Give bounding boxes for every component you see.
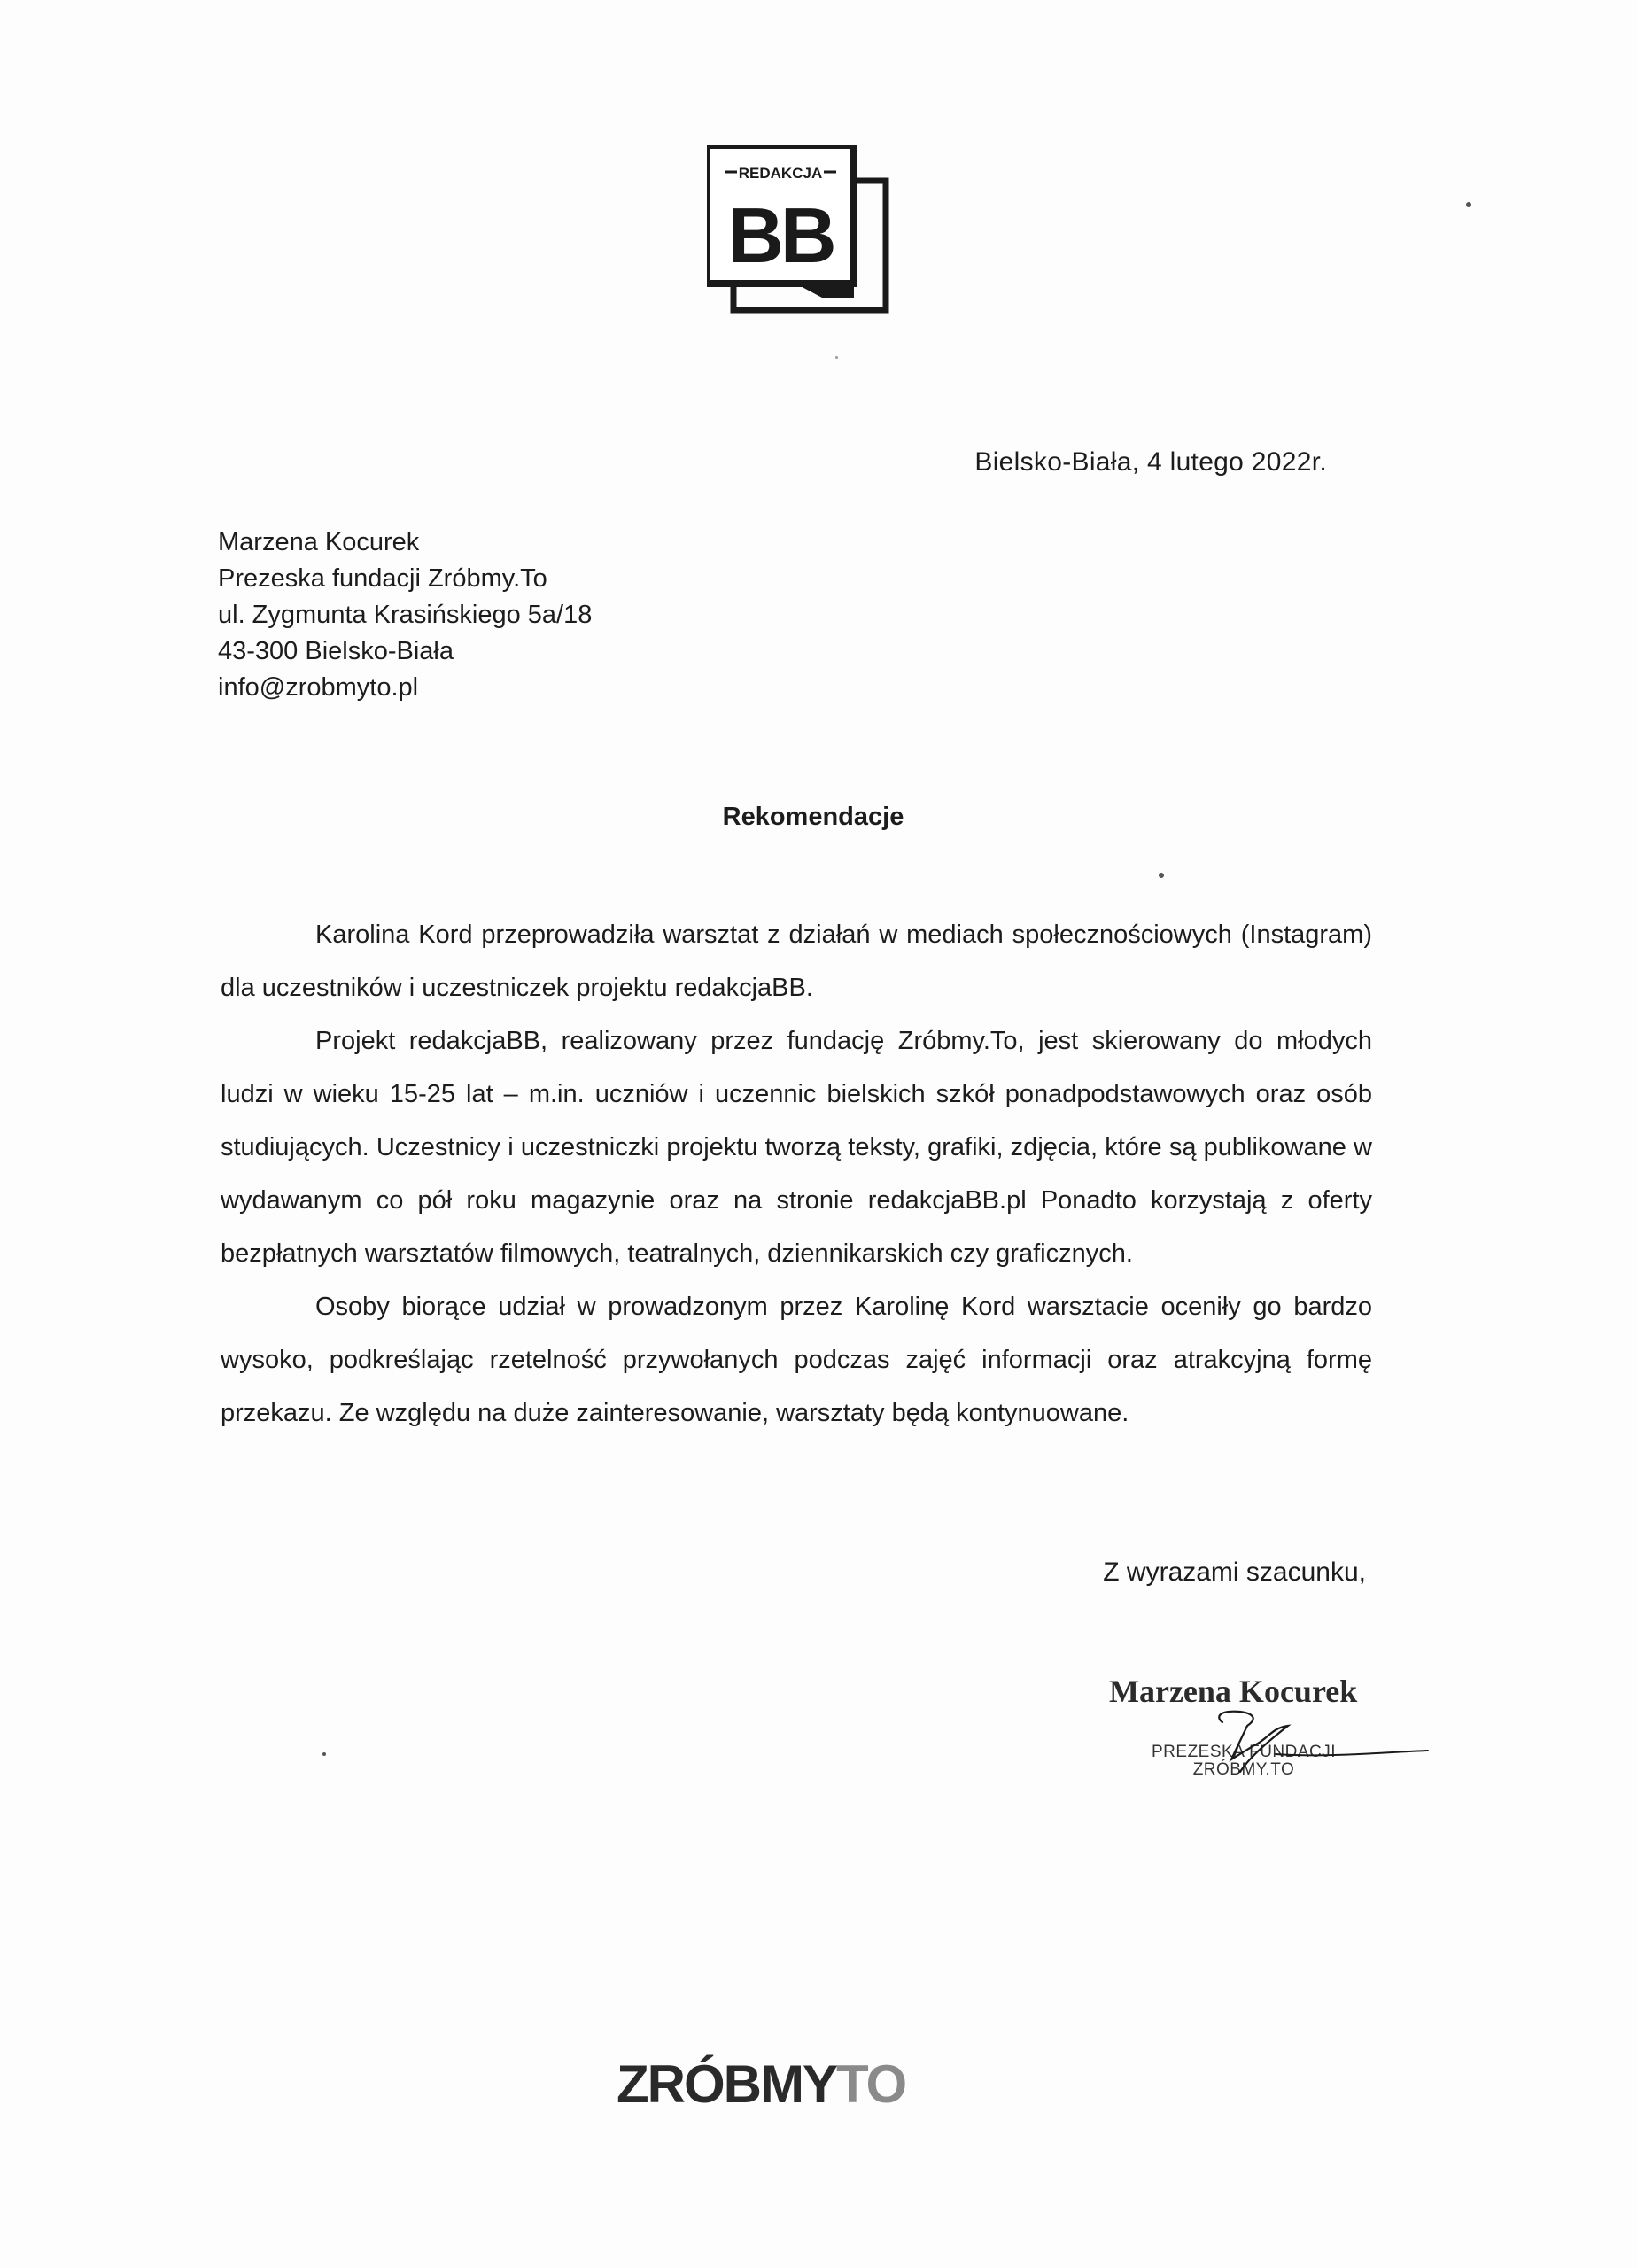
recipient-street: ul. Zygmunta Krasińskiego 5a/18 <box>218 601 593 629</box>
logo-bottom-light: TO <box>835 2054 906 2114</box>
body-paragraph: Osoby biorące udział w prowadzonym przez Karolinę Kord warsztacie oceniły go bardzo wysoko, podkreślając rzetelność przywołanych podczas zajęć informacji oraz atrakcyjną formę przekazu. Ze względu na duże zainteresowanie, warsztaty będą kontynuowane. <box>221 1293 1372 1427</box>
recipient-email: info@zrobmyto.pl <box>218 673 419 702</box>
speck <box>835 356 838 359</box>
signature-role-line1: PREZESKA FUNDACJI <box>1152 1743 1337 1761</box>
closing-salutation: Z wyrazami szacunku, <box>1103 1557 1366 1587</box>
zrobmy-to-logo <box>617 2054 989 2116</box>
signature-name: Marzena Kocurek <box>1109 1674 1358 1709</box>
speck <box>1466 202 1471 207</box>
logo-bottom-dark: ZRÓBMY <box>617 2054 836 2114</box>
speck <box>322 1752 326 1756</box>
redakcja-bb-logo <box>707 145 889 314</box>
speck <box>1159 873 1164 878</box>
signature-role-line2: ZRÓBMY.TO <box>1192 1760 1295 1779</box>
recipient-city: 43-300 Bielsko-Biała <box>218 637 454 665</box>
letter-date: Bielsko-Biała, 4 lutego 2022r. <box>974 447 1327 477</box>
logo-mark-text: BB <box>727 191 834 279</box>
letter-body <box>221 908 1372 1440</box>
body-paragraph: Karolina Kord przeprowadziła warsztat z działań w mediach społecznościowych (Instagram) dla uczestników i uczestniczek projektu redakcjaBB. <box>221 920 1372 1002</box>
recipient-address <box>218 524 592 706</box>
handwritten-signature <box>1098 1673 1435 1797</box>
body-paragraph: Projekt redakcjaBB, realizowany przez fundację Zróbmy.To, jest skierowany do młodych ludzi w wieku 15-25 lat – m.in. uczniów i uczennic bielskich szkół ponadpodstawowych oraz osób studiujących. Uczestnicy i uczestniczki projektu tworzą teksty, grafiki, zdjęcia, które są publikowane w wydawanym co pół roku magazynie oraz na stronie redakcjaBB.pl Ponadto korzystają z oferty bezpłatnych warsztatów filmowych, teatralnych, dziennikarskich czy graficznych. <box>221 1027 1372 1268</box>
recipient-role: Prezeska fundacji Zróbmy.To <box>218 564 547 593</box>
letter-title-text: Rekomendacje <box>722 803 904 831</box>
recipient-name: Marzena Kocurek <box>218 528 420 556</box>
logo-banner-text: REDAKCJA <box>738 165 823 182</box>
letter-title <box>0 803 1637 832</box>
signature-stamp <box>1098 1673 1435 1797</box>
